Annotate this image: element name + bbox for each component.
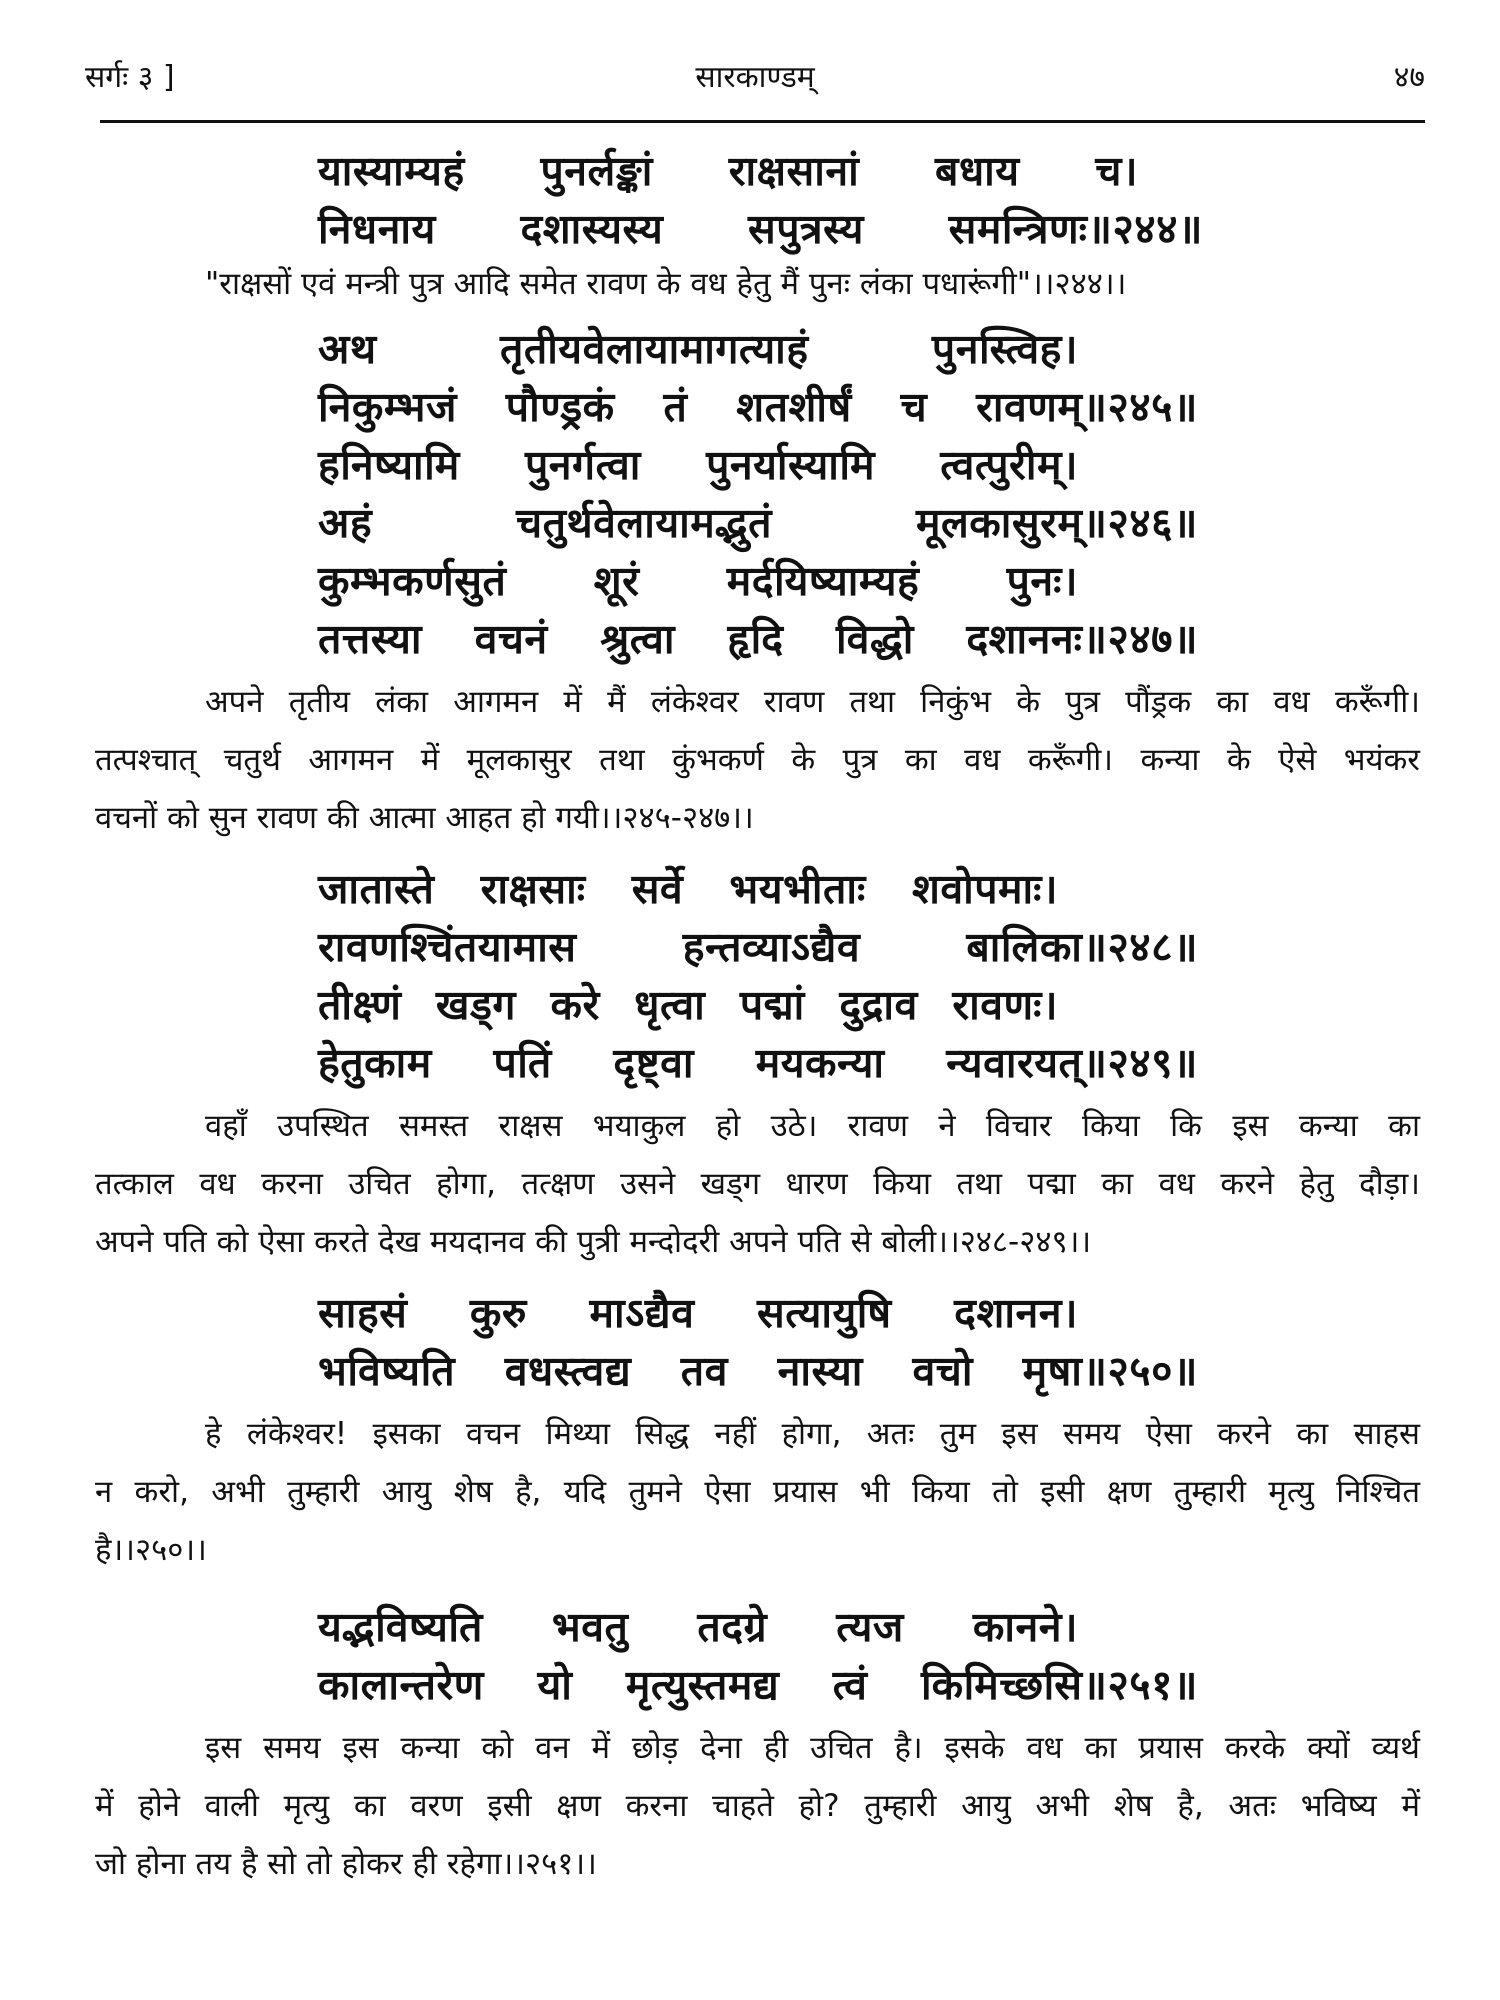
page-header <box>85 58 1425 110</box>
translation-line: तत्काल वध करना उचित होगा, तत्क्षण उसने खड्ग धारण किया तथा पद्मा का वध करने हेतु दौड़ा। <box>95 1166 1420 1202</box>
verse-line: कुम्भकर्णसुतं शूरं मर्दयिष्याम्यहं पुनः। <box>318 557 1078 605</box>
translation-line: जो होना तय है सो तो होकर ही रहेगा।।२५१।। <box>95 1846 597 1882</box>
verse-line: अहं चतुर्थवेलायामद्भुतं मूलकासुरम्॥२४६॥ <box>318 499 1198 547</box>
translation-line: इस समय इस कन्या को वन में छोड़ देना ही उचित है। इसके वध का प्रयास करके क्यों व्यर्थ <box>205 1730 1420 1766</box>
verse-line: भविष्यति वधस्त्वद्य तव नास्या वचो मृषा॥२५०॥ <box>318 1347 1198 1395</box>
translation-line: वचनों को सुन रावण की आत्मा आहत हो गयी।।२४५-२४७।। <box>95 800 754 836</box>
translation-line: अपने तृतीय लंका आगमन में मैं लंकेश्वर रावण तथा निकुंभ के पुत्र पौंड्रक का वध करूँगी। <box>205 684 1420 720</box>
verse-line: जातास्ते राक्षसाः सर्वे भयभीताः शवोपमाः। <box>318 865 1058 913</box>
translation-line: हे लंकेश्वर! इसका वचन मिथ्या सिद्ध नहीं होगा, अतः तुम इस समय ऐसा करने का साहस <box>205 1416 1420 1452</box>
verse-line: निधनाय दशास्यस्य सपुत्रस्य समन्त्रिणः॥२४४॥ <box>318 205 1203 253</box>
translation-line: न करो, अभी तुम्हारी आयु शेष है, यदि तुमने ऐसा प्रयास भी किया तो इसी क्षण तुम्हारी मृत्यु निश्चित <box>95 1474 1420 1510</box>
chapter-label: सर्गः ३ ] <box>85 60 175 95</box>
translation-line: वहाँ उपस्थित समस्त राक्षस भयाकुल हो उठे। रावण ने विचार किया कि इस कन्या का <box>205 1108 1420 1144</box>
verse-line: रावणश्चिंतयामास हन्तव्याऽद्यैव बालिका॥२४८॥ <box>318 923 1198 971</box>
verse-line: यद्भविष्यति भवतु तदग्रे त्यज कानने। <box>318 1603 1078 1651</box>
verse-line: तत्तस्या वचनं श्रुत्वा हृदि विद्धो दशाननः॥२४७॥ <box>318 615 1198 663</box>
translation-line: है।।२५०।। <box>95 1532 207 1568</box>
translation-line: "राक्षसों एवं मन्त्री पुत्र आदि समेत रावण के वध हेतु मैं पुनः लंका पधारूंगी"।।२४४।। <box>205 266 1127 302</box>
verse-line: अथ तृतीयवेलायामागत्याहं पुनस्त्विह। <box>318 325 1078 373</box>
translation-line: तत्पश्चात् चतुर्थ आगमन में मूलकासुर तथा कुंभकर्ण के पुत्र का वध करूँगी। कन्या के ऐसे भयंकर <box>95 742 1420 778</box>
header-rule <box>100 120 1425 123</box>
translation-line: अपने पति को ऐसा करते देख मयदानव की पुत्री मन्दोदरी अपने पति से बोली।।२४८-२४९।। <box>95 1224 1092 1260</box>
page-number: ४७ <box>1393 60 1425 95</box>
verse-line: तीक्ष्णं खड्ग करे धृत्वा पद्मां दुद्राव रावणः। <box>318 981 1058 1029</box>
translation-line: में होने वाली मृत्यु का वरण इसी क्षण करना चाहते हो? तुम्हारी आयु अभी शेष है, अतः भविष्य में <box>95 1788 1420 1824</box>
verse-line: हनिष्यामि पुनर्गत्वा पुनर्यास्यामि त्वत्पुरीम्। <box>318 441 1078 489</box>
verse-line: हेतुकाम पतिं दृष्ट्वा मयकन्या न्यवारयत्॥२४९॥ <box>318 1039 1198 1087</box>
section-title: सारकाण्डम् <box>695 60 815 95</box>
verse-line: साहसं कुरु माऽद्यैव सत्यायुषि दशानन। <box>318 1289 1078 1337</box>
verse-line: निकुम्भजं पौण्ड्रकं तं शतशीर्षं च रावणम्॥२४५॥ <box>318 383 1198 431</box>
verse-line: कालान्तरेण यो मृत्युस्तमद्य त्वं किमिच्छसि॥२५१॥ <box>318 1661 1198 1709</box>
verse-line: यास्याम्यहं पुनर्लङ्कां राक्षसानां बधाय च। <box>318 147 1138 195</box>
